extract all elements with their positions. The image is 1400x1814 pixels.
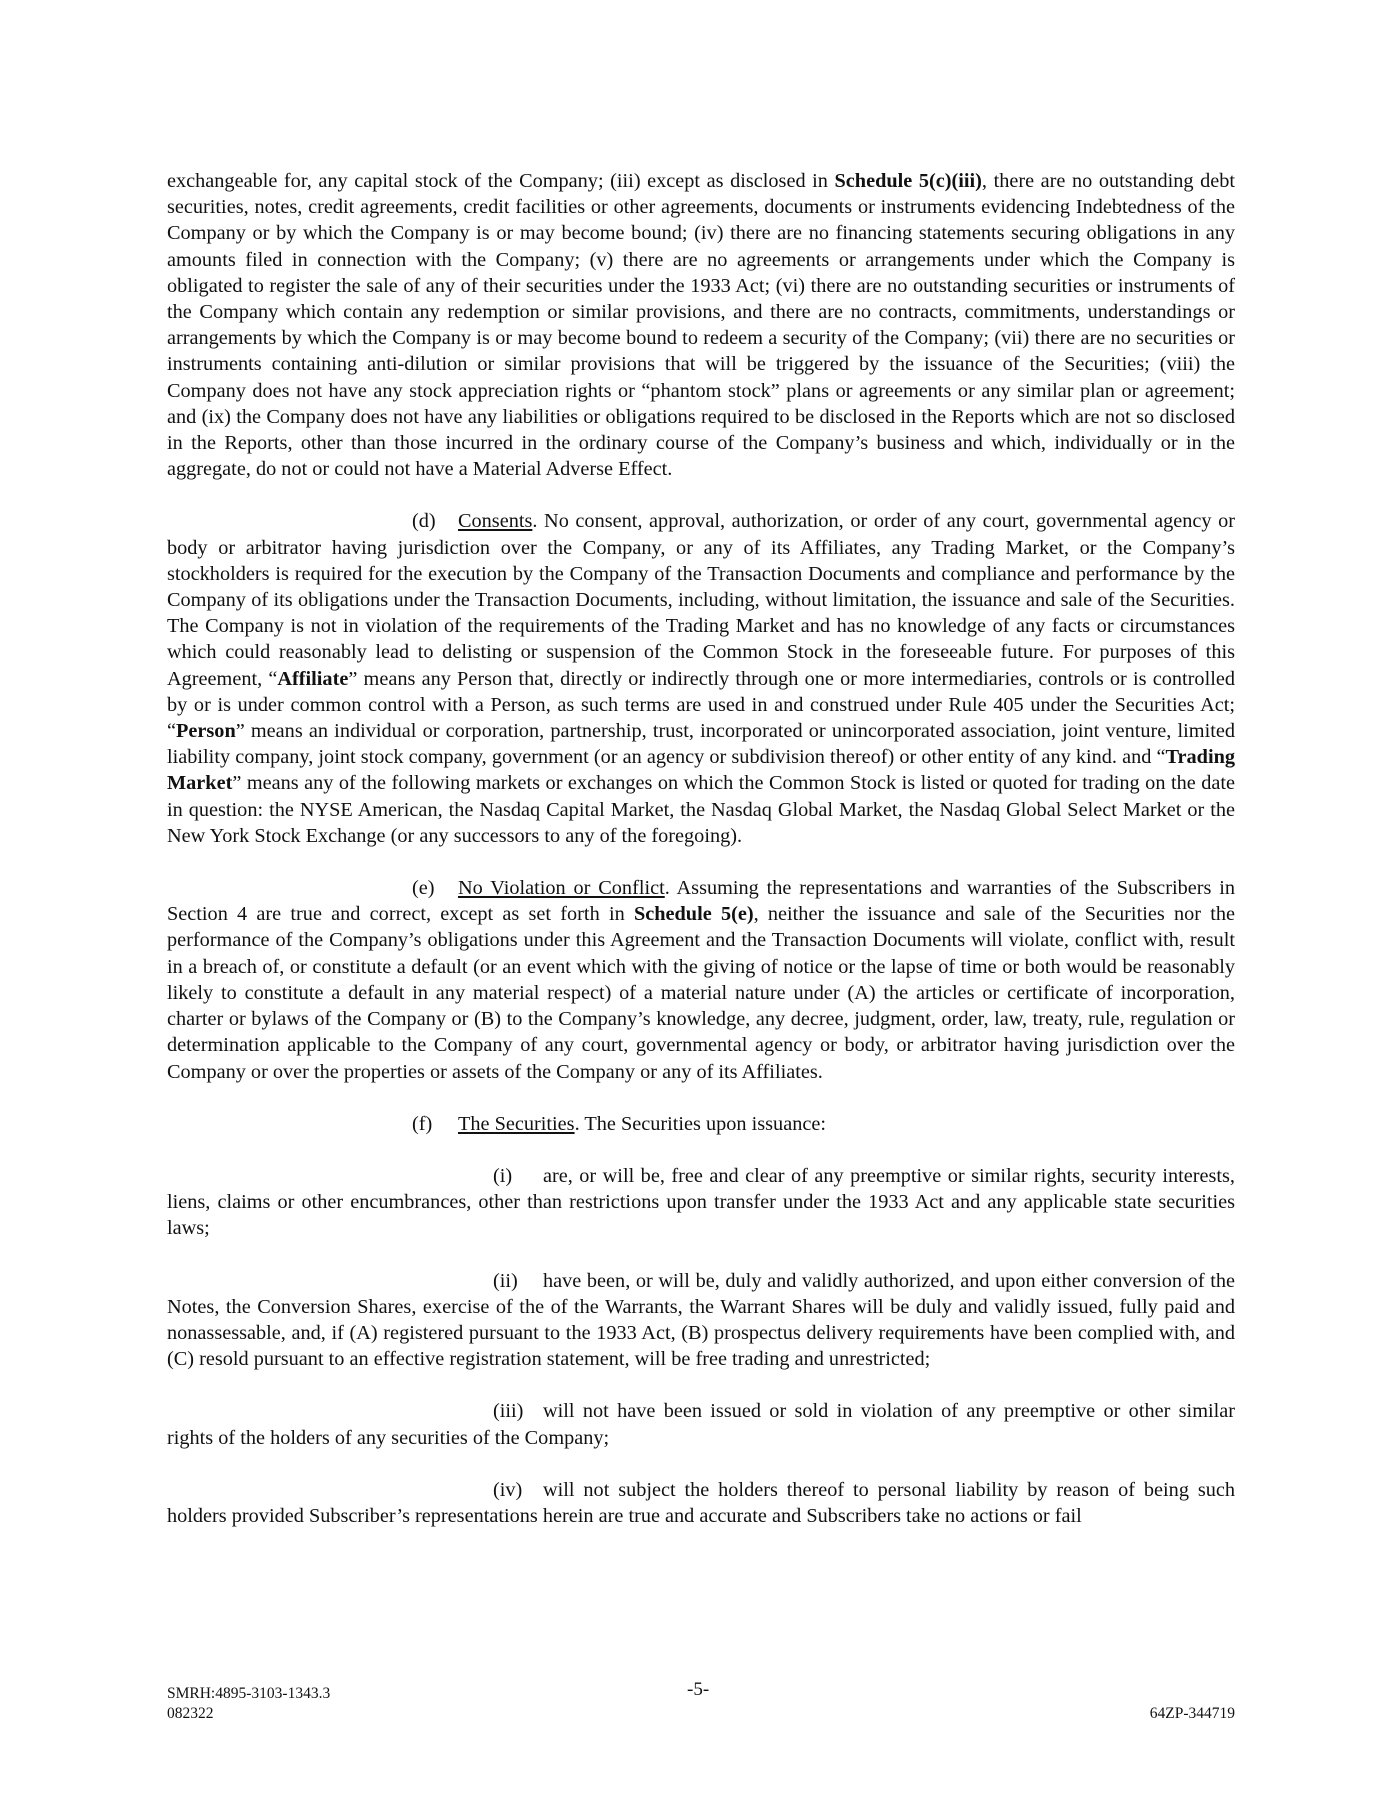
paragraph-c-continued: [167, 168, 1235, 482]
subsection-number: (iii): [493, 1400, 524, 1423]
paragraph-text: , neither the issuance and sale of the Securities nor the performance of the Company’s obligations under this Agreement and the Transaction Documents will violate, conflict with, result in a breach of, or constitute a default (or an event which with the giving of notice or the lapse of time or both would be reasonably likely to constitute a default in any material respect) of a material nature under (A) the articles or certificate of incorporation, charter or bylaws of the Company or (B) to the Company’s knowledge, any decree, judgment, order, law, treaty, rule, regulation or determination applicable to the Company of any court, governmental agency or body, or arbitrator having jurisdiction over the Company or over the properties or assets of the Company or any of its Affiliates.: [167, 903, 1235, 1083]
paragraph-f-securities: [167, 1111, 1235, 1137]
paragraph-text: . The Securities upon issuance:: [574, 1112, 826, 1135]
subparagraph-ii: [167, 1268, 1235, 1373]
paragraph-text: ” means an individual or corporation, partnership, trust, incorporated or unincorporated association, joint venture, limited liability company, joint stock company, government (or an agency or subdivision thereof) or other entity of any kind. and “: [167, 720, 1235, 769]
schedule-reference: Schedule 5(e): [633, 903, 754, 926]
section-heading: The Securities: [458, 1112, 575, 1135]
page-number: -5-: [687, 1679, 710, 1700]
paragraph-text: . Assuming the representations and warranties of the Subscribers in Section 4 are true and correct, except as set forth in: [167, 877, 1235, 926]
defined-term: Trading Market: [167, 746, 1235, 795]
section-number: (d): [412, 510, 436, 533]
date-code: 082322: [167, 1705, 214, 1722]
paragraph-text: will not subject the holders thereof to personal liability by reason of being such holders provided Subscriber’s representations herein are true and accurate and Subscribers take no actions or fail: [167, 1478, 1235, 1527]
paragraph-text: . No consent, approval, authorization, or order of any court, governmental agency or body or arbitrator having jurisdiction over the Company, or any of its Affiliates, any Trading Market, or the Company’s stockholders is required for the execution by the Company of the Transaction Documents and compliance and performance by the Company of its obligations under the Transaction Documents, including, without limitation, the issuance and sale of the Securities. The Company is not in violation of the requirements of the Trading Market and has no knowledge of any facts or circumstances which could reasonably lead to delisting or suspension of the Common Stock in the foreseeable future. For purposes of this Agreement, “: [167, 510, 1235, 690]
section-number: (f): [412, 1112, 433, 1135]
paragraph-text: have been, or will be, duly and validly authorized, and upon either conversion of the Notes, the Conversion Shares, exercise of the of the Warrants, the Warrant Shares will be duly and validly issued, fully paid and nonassessable, and, if (A) registered pursuant to the 1933 Act, (B) prospectus delivery requirements have been complied with, and (C) resold pursuant to an effective registration statement, will be free trading and unrestricted;: [167, 1269, 1235, 1371]
paragraph-d-consents: [167, 508, 1235, 849]
document-body: [167, 168, 1235, 1529]
defined-term: Person: [176, 720, 236, 743]
paragraph-text: are, or will be, free and clear of any preemptive or similar rights, security interests, liens, claims or other encumbrances, other than restrictions upon transfer under the 1933 Act and any applicable state securities laws;: [167, 1164, 1235, 1240]
footer-left: [167, 1684, 330, 1724]
section-heading: Consents: [458, 510, 533, 533]
paragraph-text: exchangeable for, any capital stock of the Company; (iii) except as disclosed in: [167, 170, 835, 192]
paragraph-text: ” means any Person that, directly or indirectly through one or more intermediaries, controls or is controlled by or is under common control with a Person, as such terms are used in and construed under Rule 405 under the Securities Act; “: [167, 667, 1235, 743]
paragraph-e-no-violation: [167, 875, 1235, 1085]
document-id: SMRH:4895-3103-1343.3: [167, 1685, 331, 1702]
subsection-number: (iv): [493, 1478, 523, 1501]
paragraph-text: ” means any of the following markets or exchanges on which the Common Stock is listed or quoted for trading on the date in question: the NYSE American, the Nasdaq Capital Market, the Nasdaq Global Market, the Nasdaq Global Select Market or the New York Stock Exchange (or any successors to any of the foregoing).: [167, 772, 1235, 847]
subsection-number: (ii): [493, 1269, 518, 1292]
paragraph-text: , there are no outstanding debt securities, notes, credit agreements, credit facilities or other agreements, documents or instruments evidencing Indebtedness of the Company or by which the Company is or may become bound; (iv) there are no financing statements securing obligations in any amounts filed in connection with the Company; (v) there are no agreements or arrangements under which the Company is obligated to register the sale of any of their securities under the 1933 Act; (vi) there are no outstanding securities or instruments of the Company which contain any redemption or similar provisions, and there are no contracts, commitments, understandings or arrangements by which the Company is or may become bound to redeem a security of the Company; (vii) there are no securities or instruments containing anti-dilution or similar provisions that will be triggered by the issuance of the Securities; (viii) the Company does not have any stock appreciation rights or “phantom stock” plans or agreements or any similar plan or agreement; and (ix) the Company does not have any liabilities or obligations required to be disclosed in the Reports which are not so disclosed in the Reports, other than those incurred in the ordinary course of the Company’s business and which, individually or in the aggregate, do not or could not have a Material Adverse Effect.: [167, 170, 1235, 481]
section-number: (e): [412, 877, 435, 900]
subparagraph-iii: [167, 1398, 1235, 1450]
subparagraph-iv: [167, 1477, 1235, 1529]
defined-term: Affiliate: [277, 667, 349, 690]
subsection-number: (i): [493, 1164, 513, 1187]
paragraph-text: will not have been issued or sold in violation of any preemptive or other similar rights of the holders of any securities of the Company;: [167, 1400, 1235, 1449]
schedule-reference: Schedule 5(c)(iii): [834, 170, 982, 192]
reference-code: 64ZP-344719: [1149, 1705, 1235, 1722]
section-heading: No Violation or Conflict: [458, 877, 665, 900]
subparagraph-i: [167, 1163, 1235, 1242]
